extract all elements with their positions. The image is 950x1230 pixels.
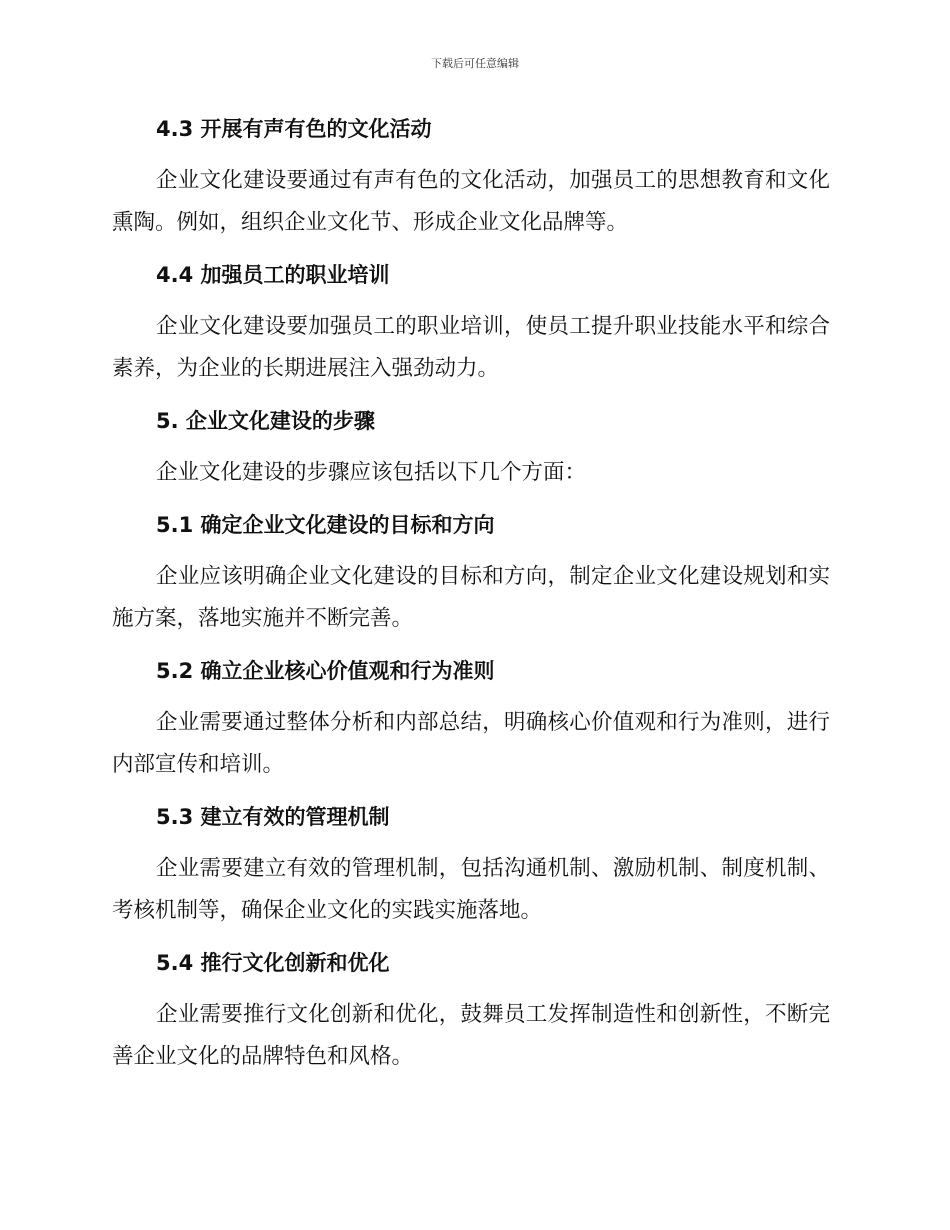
section-heading-5: 5. 企业文化建设的步骤 [156,409,375,433]
section-paragraph-5-1: 企业应该明确企业文化建设的目标和方向，制定企业文化建设规划和实施方案，落地实施并不断完善。 [112,564,830,631]
section-heading-4-4: 4.4 加强员工的职业培训 [156,263,390,287]
section-heading-5-1: 5.1 确定企业文化建设的目标和方向 [156,513,495,537]
section-paragraph-5-2: 企业需要通过整体分析和内部总结，明确核心价值观和行为准则，进行内部宣传和培训。 [112,710,830,777]
section-heading-5-4: 5.4 推行文化创新和优化 [156,951,390,975]
section-heading-5-3: 5.3 建立有效的管理机制 [156,805,390,829]
section-paragraph-5-4: 企业需要推行文化创新和优化，鼓舞员工发挥制造性和创新性，不断完善企业文化的品牌特色和风格。 [112,1002,830,1069]
section-paragraph-4-3: 企业文化建设要通过有声有色的文化活动，加强员工的思想教育和文化熏陶。例如，组织企业文化节、形成企业文化品牌等。 [112,168,830,235]
section-paragraph-4-4: 企业文化建设要加强员工的职业培训，使员工提升职业技能水平和综合素养，为企业的长期进展注入强劲动力。 [112,314,830,381]
section-heading-5-2: 5.2 确立企业核心价值观和行为准则 [156,659,495,683]
section-paragraph-5: 企业文化建设的步骤应该包括以下几个方面： [156,460,587,485]
page-header: 下载后可任意编辑 [431,57,519,70]
section-heading-4-3: 4.3 开展有声有色的文化活动 [156,117,432,141]
section-paragraph-5-3: 企业需要建立有效的管理机制，包括沟通机制、激励机制、制度机制、考核机制等，确保企业文化的实践实施落地。 [112,856,830,923]
document-body [112,108,830,1078]
